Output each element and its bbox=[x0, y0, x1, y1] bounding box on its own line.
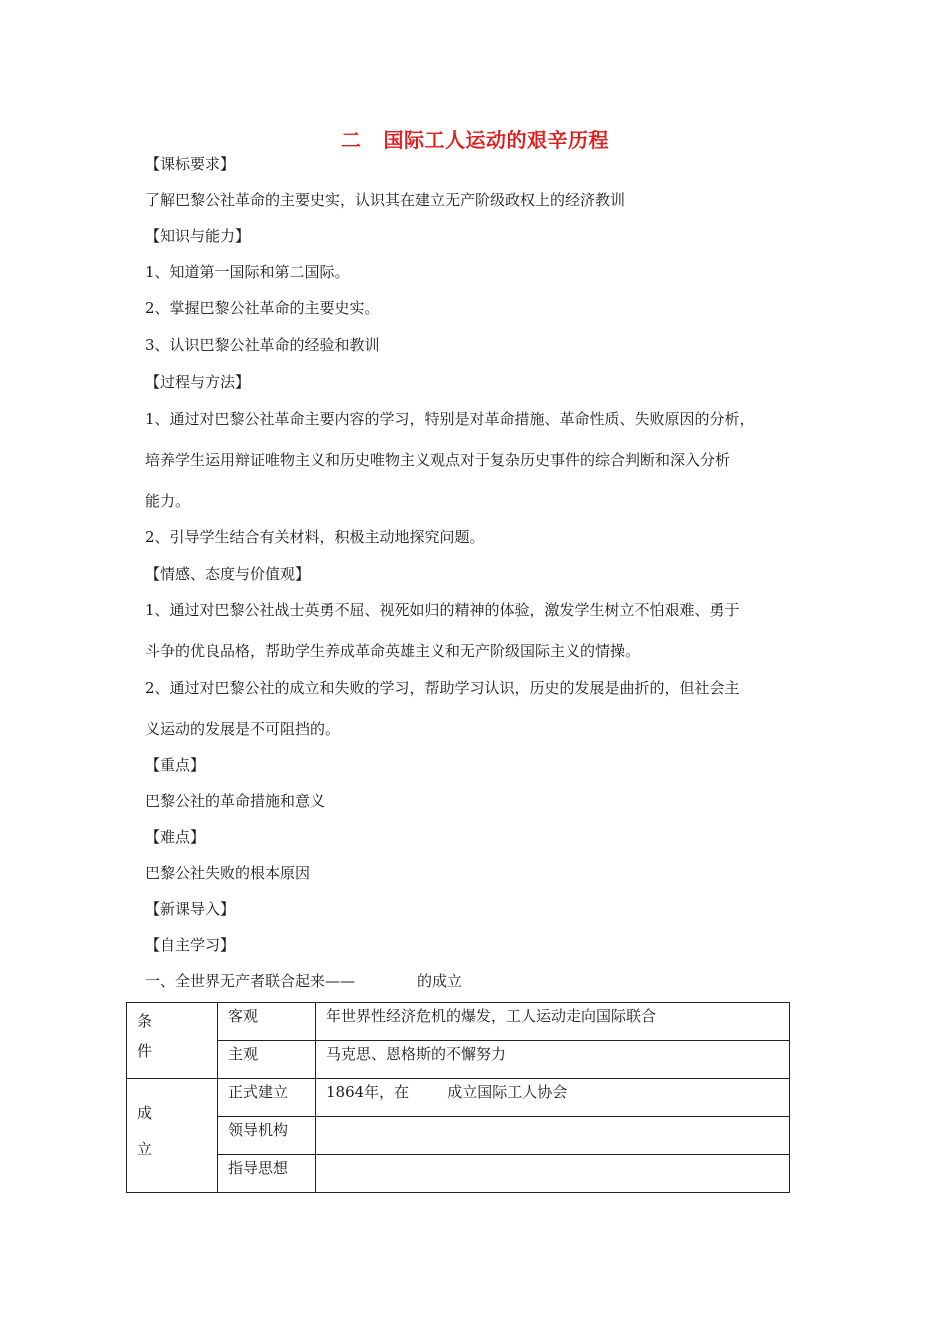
section-1-suffix: 的成立 bbox=[417, 972, 463, 990]
section-1-heading bbox=[145, 970, 462, 991]
value-objective: 年世界性经济危机的爆发，工人运动走向国际联合 bbox=[316, 1003, 790, 1041]
process-item-1-line-2: 培养学生运用辩证唯物主义和历史唯物主义观点对于复杂历史事件的综合判断和深入分析 bbox=[145, 451, 731, 469]
table-row bbox=[127, 1041, 790, 1079]
heading-emotion-values: 【情感、态度与价值观】 bbox=[145, 565, 311, 583]
key-points-text: 巴黎公社的革命措施和意义 bbox=[145, 792, 326, 810]
title-text: 国际工人运动的艰辛历程 bbox=[383, 128, 609, 152]
knowledge-item-1: 1、知道第一国际和第二国际。 bbox=[145, 263, 350, 281]
heading-difficulties: 【难点】 bbox=[145, 828, 206, 846]
heading-process-method: 【过程与方法】 bbox=[145, 373, 251, 391]
table-row bbox=[127, 1117, 790, 1155]
curriculum-requirement-text: 了解巴黎公社革命的主要史实，认识其在建立无产阶级政权上的经济教训 bbox=[145, 191, 626, 209]
title-number: 二 bbox=[341, 128, 362, 152]
label-objective: 客观 bbox=[218, 1003, 316, 1041]
first-international-table bbox=[126, 1002, 790, 1193]
process-item-1-line-1: 1、通过对巴黎公社革命主要内容的学习，特别是对革命措施、革命性质、失败原因的分析， bbox=[145, 410, 755, 428]
heading-knowledge-ability: 【知识与能力】 bbox=[145, 227, 251, 245]
knowledge-item-2: 2、掌握巴黎公社革命的主要史实。 bbox=[145, 299, 380, 317]
page-title bbox=[0, 124, 950, 153]
process-item-2: 2、引导学生结合有关材料，积极主动地探究问题。 bbox=[145, 528, 485, 546]
label-guiding-ideology: 指导思想 bbox=[218, 1155, 316, 1193]
value-formal-establishment: 1864年，在 成立国际工人协会 bbox=[316, 1079, 790, 1117]
value-guiding-ideology bbox=[316, 1155, 790, 1193]
label-formal-establishment: 正式建立 bbox=[218, 1079, 316, 1117]
label-subjective: 主观 bbox=[218, 1041, 316, 1079]
emotion-item-1-line-1: 1、通过对巴黎公社战士英勇不屈、视死如归的精神的体验，激发学生树立不怕艰难、勇于 bbox=[145, 601, 740, 619]
group-cell-founding: 成 立 bbox=[127, 1079, 218, 1193]
table-row bbox=[127, 1079, 790, 1117]
value-leadership bbox=[316, 1117, 790, 1155]
table-row bbox=[127, 1155, 790, 1193]
emotion-item-2-line-1: 2、通过对巴黎公社的成立和失败的学习，帮助学习认识，历史的发展是曲折的，但社会主 bbox=[145, 679, 740, 697]
heading-new-lesson-intro: 【新课导入】 bbox=[145, 900, 236, 918]
emotion-item-2-line-2: 义运动的发展是不可阻挡的。 bbox=[145, 720, 341, 738]
heading-curriculum-requirements: 【课标要求】 bbox=[145, 155, 236, 173]
label-leadership: 领导机构 bbox=[218, 1117, 316, 1155]
difficulties-text: 巴黎公社失败的根本原因 bbox=[145, 864, 311, 882]
group-cell-conditions: 条 件 bbox=[127, 1003, 218, 1079]
heading-self-study: 【自主学习】 bbox=[145, 936, 236, 954]
process-item-1-line-3: 能力。 bbox=[145, 492, 191, 510]
heading-key-points: 【重点】 bbox=[145, 756, 206, 774]
knowledge-item-3: 3、认识巴黎公社革命的经验和教训 bbox=[145, 336, 380, 354]
emotion-item-1-line-2: 斗争的优良品格，帮助学生养成革命英雄主义和无产阶级国际主义的情操。 bbox=[145, 642, 641, 660]
value-subjective: 马克思、恩格斯的不懈努力 bbox=[316, 1041, 790, 1079]
table-row bbox=[127, 1003, 790, 1041]
section-1-prefix: 一、全世界无产者联合起来—— bbox=[145, 972, 356, 990]
